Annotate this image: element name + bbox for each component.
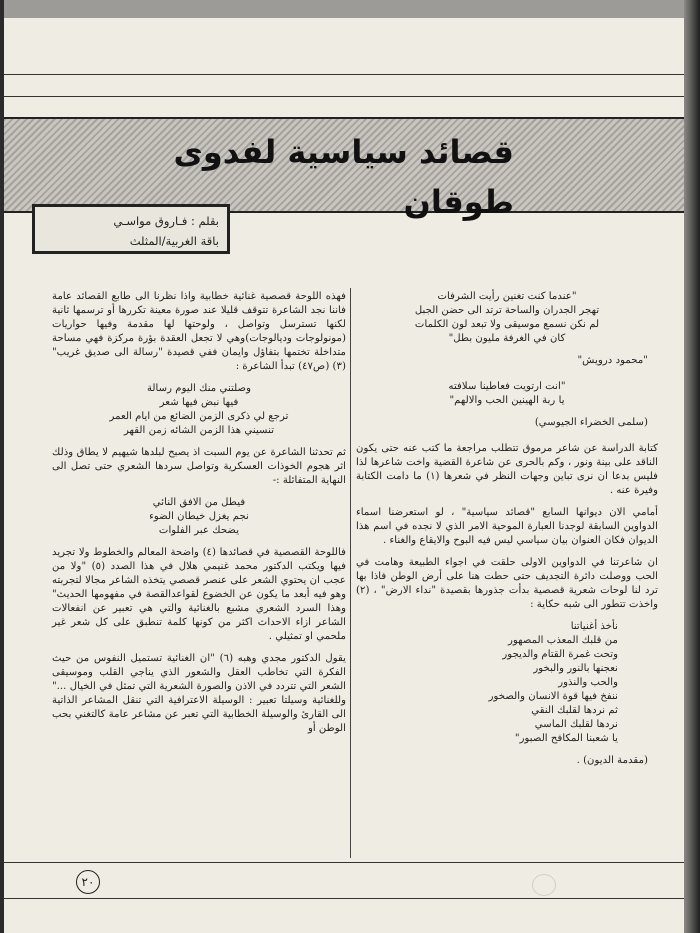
- epigraph-attribution: "محمود درويش": [577, 355, 648, 366]
- body-paragraph: فاللوحة القصصية في قصائدها (٤) واضحة المعالم والخطوط ولا تجريد فيها ويكتب الدكتور محمد غنيمي هلال في هذا الصدد (٥) "ولا من عجب ان يحتوي الشعر على عنصر قصصي يتخذه الشاعر مجالا لتجربته وهو فيه أبعد ما يكون عن الخضوع لقواعدالقصة في مفهومها الحديث" وهذا السرد الشعري مشبع بالغنائية والتي هي تعبير عن انفعالات الشاعر ازاء الاحداث اكثر من كونها كلمة تنطبق على كل شعر غير ملحمي او تمثيلي .: [52, 547, 346, 642]
- quoted-poem: فيطل من الافق النائي نجم يغزل خيطان الضوء يضحك عبر الفلوات: [149, 497, 249, 536]
- bleed-through-mark: [532, 874, 556, 896]
- article-title: قصائد سياسية لفدوى طوقان: [173, 133, 514, 221]
- header-rule: [4, 74, 684, 75]
- magazine-page: [4, 0, 684, 933]
- author-name: بقلم : فـاروق مواسـي: [113, 214, 219, 228]
- body-paragraph: يقول الدكتور مجدي وهبه (٦) "ان الغنائية تستميل النفوس من حيث الفكرة التي تخاطب العقل والشعور الذي يناجي القلب وموسيقى الشعر التي تتردد في الاذن والصورة الشعرية التي تمثل في الخيال ..." وللغنائية وسيلتا تعبير : الوسيلة الاعترافية التي تنقل المشاعر الذاتية الى القارئ والوسيلة الخطابية التي تعبر عن مشاعر عامة كالتغني بحب الوطن أو: [52, 653, 346, 734]
- epigraph-attribution: (سلمى الخضراء الجيوسي): [534, 417, 648, 428]
- byline-box: [32, 204, 230, 254]
- page-number: ٢٠: [76, 870, 100, 894]
- right-column: [356, 290, 658, 780]
- body-paragraph: ان شاعرتنا في الدواوين الاولى حلقت في اجواء الطبيعة وهامت في الحب ووصلت دائرة التجديف حتى حطت هنا على أرض الوطن فاذا بها ترد لنا لوحات شعرية قصصية بدأت جذورها بقصيدة "نداء الارض" ، (٢) واخذت تتطور الى شبه حكاية :: [356, 557, 658, 610]
- body-paragraph: أمامي الان ديوانها السابع "قصائد سياسية" ، لو استعرضنا اسماء الدواوين السابقة لوجدنا العبارة الموحية الامر الذي لا نجده في اسم هذا الديوان فكان العنوان بيان سياسي ليس فيه البوح والايقاع والغناء .: [356, 507, 658, 546]
- epigraph-poem: "عندما كنت تغنين رأيت الشرفات تهجر الجدران والساحة ترتد الى حضن الجبل لم نكن نسمع موسيقى ولا تبعد لون الكلمات كان في الغرفة مليون بطل": [414, 291, 600, 344]
- author-location: باقة الغربية/المثلث: [129, 234, 219, 248]
- epigraph-poem: "انت ارتويت فعاطينا سلافته يا ربة الهينين الحب والالهم": [448, 381, 566, 406]
- page-top-strip: [4, 0, 684, 18]
- body-paragraph: ثم تحدثنا الشاعرة عن يوم السبت اذ يصبح لبلدها شيهيم لا يطاق وذلك اثر هجوم الخوذات العسكرية وتواصل سردها الشعري حتى تصل الى النهاية المتفائلة :-: [52, 447, 346, 486]
- header-rule: [4, 96, 684, 97]
- quoted-poem: وصلتني منك اليوم رسالة فيها نبض فيها شعر ترجع لي ذكرى الزمن الضائع من ايام العمر تنسيني هذا الزمن الشائه زمن القهر: [109, 383, 289, 436]
- footer-rule: [4, 898, 684, 899]
- quoted-poem: نأخذ أغنياتنا من قلبك المعذب المصهور وتحت غمرة القتام والديجور نعجنها بالنور والبخور والحب والنذور ننفخ فيها قوة الانسان والصخور ثم نردها لقلبك النقي نردها لقلبك الماسي يا شعبنا المكافح الصبور": [488, 621, 618, 744]
- footer-rule: [4, 862, 684, 863]
- poem-source: (مقدمة الديون) .: [576, 755, 648, 766]
- page-edge-shadow: [684, 0, 700, 933]
- left-column: [52, 290, 346, 744]
- body-paragraph: كتابة الدراسة عن شاعر مرموق تتطلب مراجعة ما كتب عنه حتى يكون الناقد على بينة ونور ، وكم بالحرى عن شاعرة القضية واخت شاعرها لذا فليس بدعا ان نرى تباين وجهات النظر في شعرها (١) ما دامت الكتابة وفيرة عنه .: [356, 443, 658, 496]
- column-divider: [350, 288, 351, 858]
- body-paragraph: فهذه اللوحة قصصية غنائية خطابية واذا نظرنا الى طابع القصائد عامة فاننا نجد الشاعرة تتوقف قليلا عند صورة معينة تكررها أو ترسمها ثانية لكنها تسترسل وتواصل ، ولوحتها لها مقدمة وفيها حواريات (مونولوجات وديالوجات)وهي لا تجعل العقدة بؤرة مركزة فهي مساحة متداخلة تختمها بتفاؤل وايمان ففي قصيدة "رسالة الى صديق غريب" (٣) (ص٤٧) تبدأ الشاعرة :: [52, 291, 346, 372]
